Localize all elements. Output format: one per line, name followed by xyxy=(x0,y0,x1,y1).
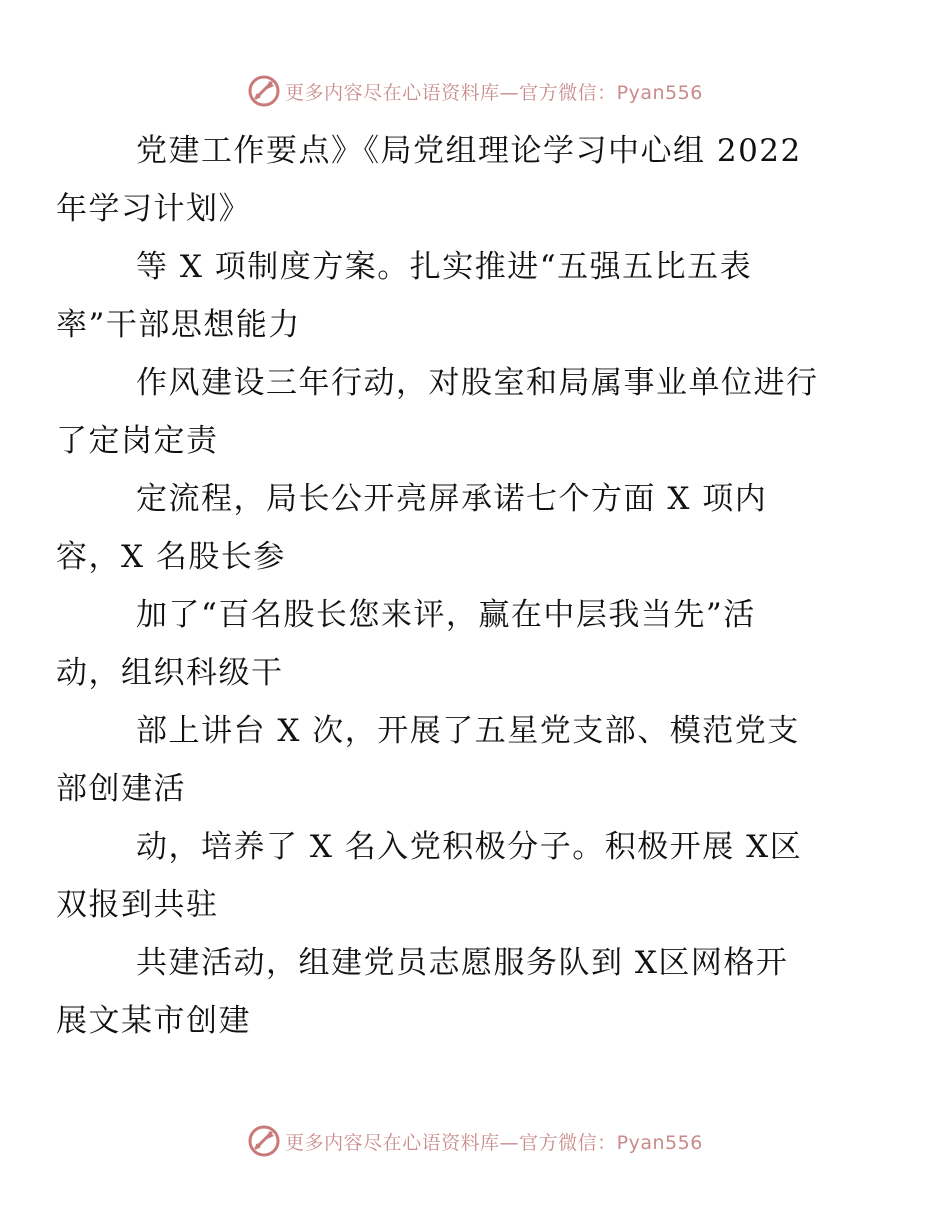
paragraph-line: 等 X 项制度方案。扎实推进“五强五比五表 xyxy=(136,249,753,285)
paragraph-line: 双报到共驻 xyxy=(56,887,219,923)
paragraph-line: 率”干部思想能力 xyxy=(56,307,301,343)
paragraph-line: 定流程，局长公开亮屏承诺七个方面 X 项内 xyxy=(136,481,768,517)
brush-seal-icon xyxy=(247,1124,281,1158)
paragraph-line: 加了“百名股长您来评，赢在中层我当先”活 xyxy=(136,597,756,633)
paragraph-line: 动，组织科级干 xyxy=(56,655,284,691)
paragraph-line: 党建工作要点》《局党组理论学习中心组 2022 xyxy=(136,133,802,169)
paragraph xyxy=(56,470,866,586)
paragraph xyxy=(56,354,866,470)
paragraph xyxy=(56,702,866,818)
paragraph-line: 共建活动，组建党员志愿服务队到 X区网格开 xyxy=(136,945,789,981)
paragraph xyxy=(56,586,866,702)
paragraph-line: 了定岗定责 xyxy=(56,423,219,459)
paragraph-line: 动，培养了 X 名入党积极分子。积极开展 X区 xyxy=(136,829,803,865)
paragraph xyxy=(56,122,866,238)
paragraph-line: 部创建活 xyxy=(56,771,186,807)
watermark-text: 更多内容尽在心语资料库—官方微信：Pyan556 xyxy=(285,81,703,104)
paragraph-line: 年学习计划》 xyxy=(56,191,251,227)
paragraph-line: 部上讲台 X 次，开展了五星党支部、模范党支 xyxy=(136,713,800,749)
brush-seal-icon xyxy=(247,74,281,108)
paragraph-line: 容，X 名股长参 xyxy=(56,539,286,575)
paragraph xyxy=(56,934,866,1050)
paragraph-line: 展文某市创建 xyxy=(56,1003,251,1039)
paragraph xyxy=(56,818,866,934)
paragraph-line: 作风建设三年行动，对股室和局属事业单位进行 xyxy=(136,365,819,401)
watermark-text: 更多内容尽在心语资料库—官方微信：Pyan556 xyxy=(285,1131,703,1154)
document-body xyxy=(56,122,866,1050)
footer-watermark xyxy=(0,1121,950,1161)
paragraph xyxy=(56,238,866,354)
header-watermark xyxy=(0,71,950,111)
